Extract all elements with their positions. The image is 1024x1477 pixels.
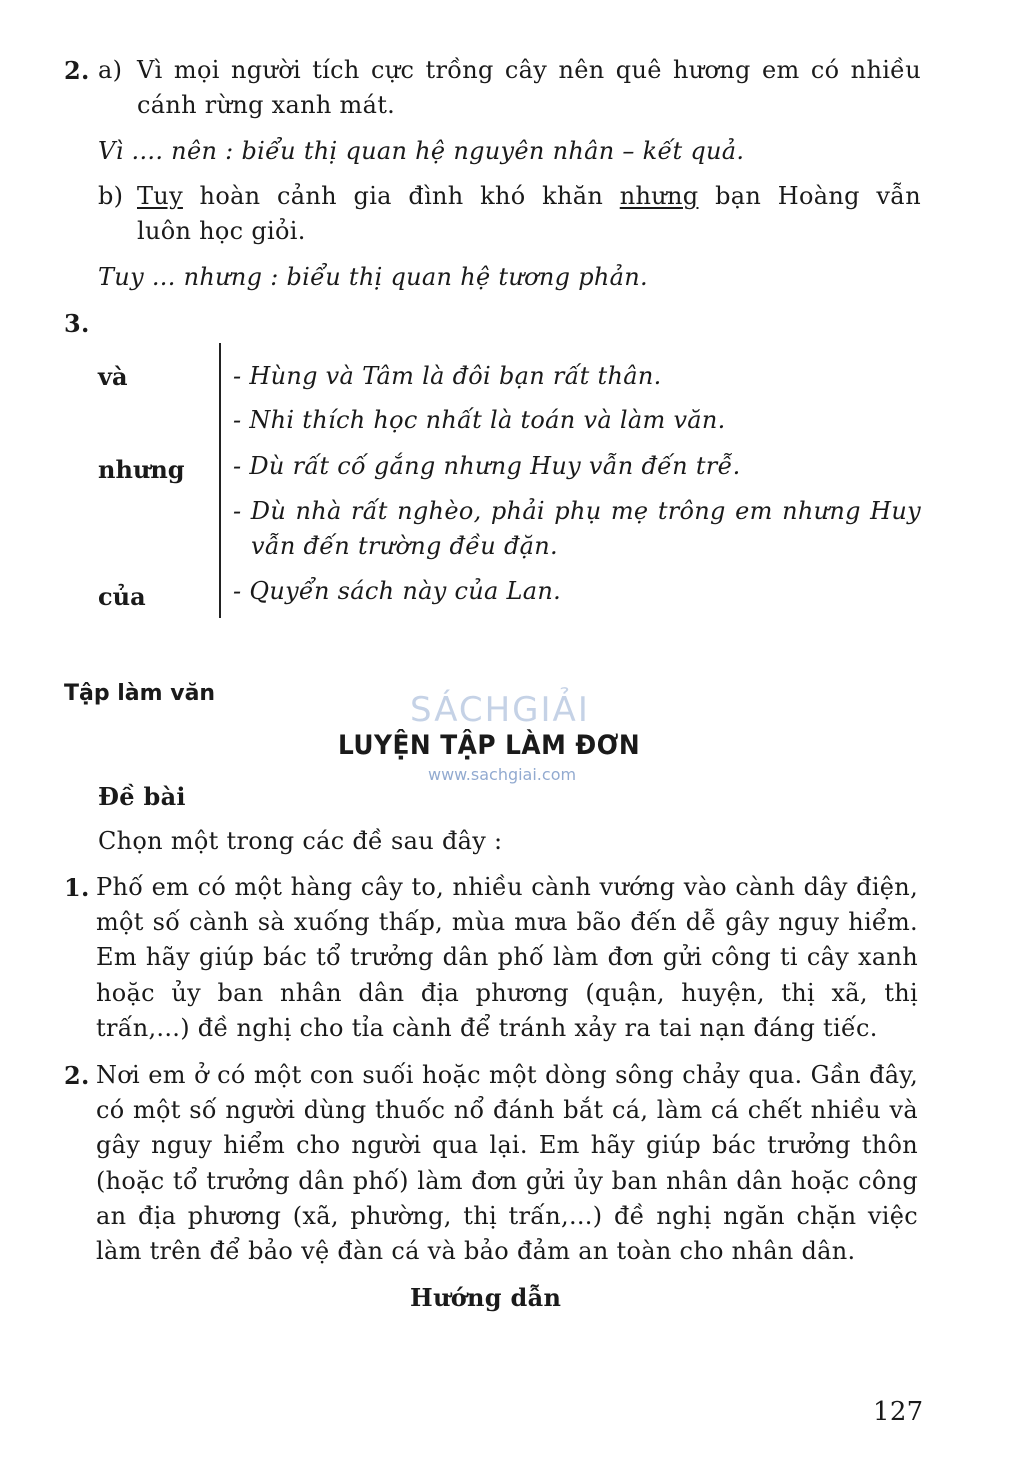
q2-a-note: Vì .... nên : biểu thị quan hệ nguyên nhân – kết quả.: [98, 137, 745, 165]
q2-b-line2: luôn học giỏi.: [137, 217, 306, 245]
q2-b-end: bạn Hoàng vẫn: [698, 182, 921, 210]
section-heading: Tập làm văn: [64, 681, 216, 706]
example-line: - Dù rất cố gắng nhưng Huy vẫn đến trễ.: [233, 452, 741, 480]
q2-a-line2: cánh rừng xanh mát.: [137, 91, 396, 119]
example-line: vẫn đến trường đều đặn.: [251, 532, 558, 560]
page-title: LUYỆN TẬP LÀM ĐƠN: [338, 730, 641, 761]
q2-a-label: a): [98, 56, 123, 84]
task1-line: trấn,...) đề nghị cho tỉa cành để tránh xảy ra tai nạn đáng tiếc.: [96, 1014, 878, 1042]
intro-text: Chọn một trong các đề sau đây :: [98, 827, 503, 855]
task2-line: có một số người dùng thuốc nổ đánh bắt cá, làm cá chết nhiều và: [96, 1096, 918, 1124]
example-line: - Nhi thích học nhất là toán và làm văn.: [233, 406, 726, 434]
page-number: 127: [873, 1397, 924, 1427]
q2-number: 2.: [64, 56, 90, 85]
task2-line: an địa phương (xã, phường, thị trấn,...) đề nghị ngăn chặn việc: [96, 1202, 918, 1230]
task2-number: 2.: [64, 1061, 90, 1090]
q3-number: 3.: [64, 309, 90, 338]
task1-line: hoặc ủy ban nhân dân địa phương (quận, huyện, thị xã, thị: [96, 979, 918, 1007]
watermark-url: www.sachgiai.com: [428, 765, 577, 784]
huong-dan-heading: Hướng dẫn: [410, 1283, 562, 1312]
underlined-nhung: nhưng: [619, 182, 699, 210]
task1-line: Phố em có một hàng cây to, nhiều cành vướng vào cành dây điện,: [96, 873, 918, 901]
task1-number: 1.: [64, 873, 90, 902]
q2-b-middle: hoàn cảnh gia đình khó khăn: [182, 182, 620, 210]
word-nhung: nhưng: [98, 455, 185, 484]
task2-line: làm trên để bảo vệ đàn cá và bảo đảm an toàn cho nhân dân.: [96, 1237, 856, 1265]
task2-line: Nơi em ở có một con suối hoặc một dòng sông chảy qua. Gần đây,: [96, 1061, 918, 1089]
example-line: - Dù nhà rất nghèo, phải phụ mẹ trông em nhưng Huy: [233, 497, 921, 525]
example-line: - Quyển sách này của Lan.: [233, 577, 562, 605]
task2-line: (hoặc tổ trưởng dân phố) làm đơn gửi ủy ban nhân dân hoặc công: [96, 1167, 918, 1195]
watermark-brand: SÁCHGIẢI: [410, 690, 590, 730]
table-divider: [219, 343, 221, 618]
q2-b-label: b): [98, 182, 124, 210]
q2-b-note: Tuy ... nhưng : biểu thị quan hệ tương phản.: [98, 263, 648, 291]
q2-a-line1: Vì mọi người tích cực trồng cây nên quê hương em có nhiều: [137, 56, 921, 84]
q2-b-line1: [137, 182, 921, 210]
word-va: và: [98, 362, 128, 391]
word-cua: của: [98, 582, 146, 611]
example-line: - Hùng và Tâm là đôi bạn rất thân.: [233, 362, 662, 390]
task1-line: một số cành sà xuống thấp, mùa mưa bão đến dễ gây nguy hiểm.: [96, 908, 918, 936]
de-bai-heading: Đề bài: [98, 782, 186, 811]
task2-line: gây nguy hiểm cho người qua lại. Em hãy giúp bác trưởng thôn: [96, 1131, 918, 1159]
underlined-tuy: Tuy: [137, 182, 183, 210]
task1-line: Em hãy giúp bác tổ trưởng dân phố làm đơn gửi công ti cây xanh: [96, 943, 918, 971]
